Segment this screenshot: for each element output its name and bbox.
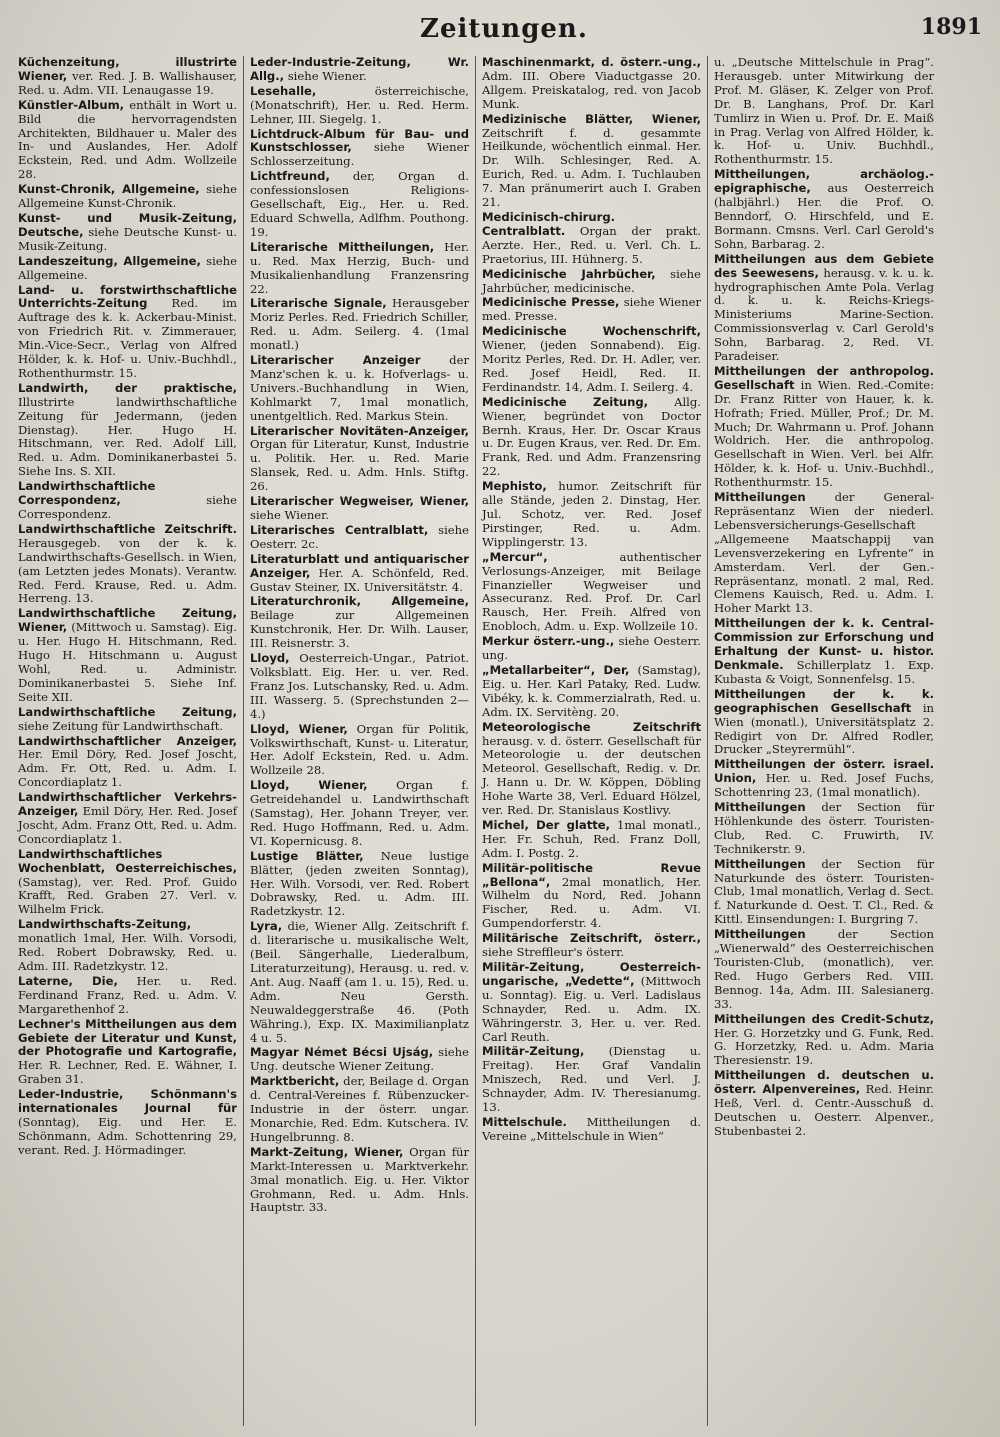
entry-headword: Literarischer Wegweiser, Wiener, — [250, 494, 469, 509]
directory-entry — [714, 688, 934, 758]
entry-headword: „Mercur“, — [482, 549, 548, 564]
entry-text: Her. u. Red. Max Herzig, Buch- und Musikalienhandlung Franzensring 22. — [250, 239, 469, 296]
directory-entry — [482, 819, 701, 861]
directory-entry — [714, 1069, 934, 1139]
directory-entry — [482, 211, 701, 267]
entry-headword: Militär-politische Revue „Bellona“, — [482, 860, 701, 889]
entry-text: der Section „Wienerwald“ des Oesterreichischen Touristen-Club, (monatlich), ver. Red. Hugo Gerbers Red. VIII. Bennog. 14a, Adm. III. Salesianerg. 33. — [714, 927, 934, 1011]
entry-text: in Wien. Red.-Comite: Dr. Franz Ritter von Hauer, k. k. Hofrath; Fried. Müller, Prof.; Dr. M. Much; Dr. Wahrmann u. Prof. Johann Woldrich. Her. die anthropolog. Gesellschaft in Wien. Verl. bei Alfr. Hölder, k. k. Hof- u. Univ.-Buchhdl., Rothenthurmstr. 15. — [714, 377, 934, 490]
entry-headword: Medizinische Blätter, Wiener, — [482, 111, 701, 126]
directory-entry — [250, 652, 469, 722]
entry-text: siehe Allgemeine. — [18, 253, 237, 282]
column-3 — [476, 56, 708, 1426]
entry-text: der Section für Naturkunde des österr. Touristen-Club, 1mal monatlich, Verlag d. Sect. f. Naturkunde d. Oest. T. Cl., Red. & Kittl. Einsendungen: I. Burgring 7. — [714, 856, 934, 927]
column-1 — [12, 56, 244, 1426]
entry-headword: Marktbericht, — [250, 1074, 340, 1089]
entry-headword: Mittheilungen d. deutschen u. österr. Alpenvereines, — [714, 1068, 934, 1097]
entry-text: Illustrirte landwirthschaftliche Zeitung für Jedermann, (jeden Dienstag). Her. Hugo H. Hitschmann, ver. Red. Adolf Lill, Red. u. Adm. Dominikanerbastei 5. Siehe Ins. S. XII. — [18, 394, 237, 479]
entry-text: siehe Oesterr. ung. — [482, 634, 701, 663]
directory-entry — [714, 56, 934, 167]
directory-entry — [18, 523, 237, 606]
entry-headword: Land- u. forstwirthschaftliche Unterrichts-Zeitung — [18, 282, 237, 311]
entry-headword: Landwirthschaftliches Wochenblatt, Oesterreichisches, — [18, 846, 237, 875]
entry-headword: Lesehalle, — [250, 83, 317, 98]
entry-headword: Landwirthschaftlicher Verkehrs-Anzeiger, — [18, 790, 237, 819]
directory-entry — [714, 801, 934, 857]
directory-entry — [714, 365, 934, 490]
entry-headword: Landwirth, der praktische, — [18, 380, 237, 395]
directory-entry — [250, 850, 469, 920]
text-columns — [12, 56, 942, 1426]
directory-entry — [18, 848, 237, 918]
directory-entry — [250, 723, 469, 779]
entry-headword: Militär-Zeitung, — [482, 1044, 585, 1059]
entry-headword: Medicinische Zeitung, — [482, 394, 649, 409]
directory-entry — [714, 758, 934, 800]
entry-headword: Lichtdruck-Album für Bau- und Kunstschlosser, — [250, 126, 469, 155]
entry-text: Her. u. Red. Josef Fuchs, Schottenring 23, (1mal monatlich). — [714, 771, 934, 800]
entry-text: herausg. v. d. österr. Gesellschaft für Meteorologie u. der deutschen Meteorol. Gesellschaft, Redig. v. Dr. J. Hann u. Dr. W. Köppen, Döbling Hohe Warte 38, Verl. Eduard Hölzel, ver. Red. Dr. Stanislaus Kostlivy. — [482, 733, 701, 818]
entry-headword: Leder-Industrie, Schönmann's internationales Journal für — [18, 1087, 237, 1116]
entry-headword: Mittheilungen — [714, 856, 806, 871]
directory-entry — [714, 1013, 934, 1069]
entry-headword: Lloyd, — [250, 651, 290, 666]
directory-entry — [18, 255, 237, 283]
directory-entry — [250, 425, 469, 495]
entry-headword: Mittheilungen — [714, 490, 806, 505]
entry-text: die, Wiener Allg. Zeitschrift f. d. literarische u. musikalische Welt, (Beil. Sängerhalle, Liederalbum, Literaturzeitung), Herausg. u. red. v. Ant. Aug. Naaff (am 1. u. 15), Red. u. Adm. Neu Gersth. Neuwaldeggerstraße 46. (Poth Währing.), Exp. IX. Maximilianplatz 4 u. 5. — [250, 919, 469, 1045]
directory-entry — [18, 99, 237, 182]
entry-headword: Meteorologische Zeitschrift — [482, 719, 701, 734]
entry-headword: Literarischer Anzeiger — [250, 353, 421, 368]
directory-entry — [714, 858, 934, 928]
entry-text: Herausgegeb. von der k. k. Landwirthschafts-Gesellsch. in Wien, (am Letzten jedes Monats). Verantw. Red. Ferd. Krause, Red. u. Adm. Herreng. 13. — [18, 535, 237, 606]
entry-headword: Leder-Industrie-Zeitung, Wr. Allg., — [250, 56, 469, 83]
directory-entry — [18, 706, 237, 734]
directory-entry — [18, 975, 237, 1017]
entry-headword: Militär-Zeitung, Oesterreich-ungarische, „Vedette“, — [482, 960, 701, 988]
entry-text: Organ für Literatur, Kunst, Industrie u. Politik. Her. u. Red. Marie Slansek, Red. u. Adm. Hnls. Stiftg. 26. — [250, 437, 469, 494]
entry-text: siehe Wiener Schlosserzeitung. — [250, 140, 469, 169]
directory-entry — [18, 1088, 237, 1158]
running-title: Zeitungen. — [420, 14, 588, 44]
entry-text: Neue lustige Blätter, (jeden zweiten Sonntag), Her. Wilh. Vorsodi, ver. Red. Robert Dobrawsky, Red. u. Adm. III. Radetzkystr. 12. — [250, 848, 469, 919]
directory-entry — [482, 480, 701, 550]
entry-text: herausg. v. k. u. k. hydrographischen Amte Pola. Verlag d. k. u. k. Reichs-Kriegs-Ministeriums Marine-Section. Commissionsverlag v. Carl Gerold's Sohn, Barbarag. 2, Red. VI. Paradeiser. — [714, 265, 934, 364]
directory-entry — [482, 113, 701, 210]
entry-text: siehe Oesterr. 2c. — [250, 522, 469, 551]
entry-text: Herausgeber Moriz Perles. Red. Friedrich Schiller, Red. u. Adm. Seilerg. 4. (1mal monatl.) — [250, 296, 470, 353]
entry-text: in Wien (monatl.), Universitätsplatz 2. Redigirt von Dr. Alfred Rodler, Drucker „Steyrermühl“. — [714, 700, 934, 757]
entry-headword: Literarische Mittheilungen, — [250, 239, 435, 254]
entry-text: siehe Zeitung für Landwirthschaft. — [18, 718, 224, 733]
entry-headword: Literarischer Novitäten-Anzeiger, — [250, 423, 469, 438]
page-header — [0, 14, 1000, 54]
entry-text: Allg. Wiener, begründet von Doctor Bernh. Kraus, Her. Dr. Oscar Kraus u. Dr. Eugen Kraus, ver. Red. Dr. Em. Frank, Red. und Adm. Franzensring 22. — [482, 394, 701, 479]
entry-text: siehe Deutsche Kunst- u. Musik-Zeitung. — [18, 224, 237, 253]
entry-text: Schillerplatz 1. Exp. Kubasta & Voigt, Sonnenfelsg. 15. — [714, 657, 934, 686]
entry-text: Organ für Politik, Volkswirthschaft, Kunst- u. Literatur, Her. Adolf Eckstein, Red. u. Adm. Wollzeile 28. — [250, 721, 469, 778]
entry-headword: Landwirthschaftliche Zeitung, — [18, 704, 237, 719]
entry-headword: Mittheilungen der k. k. geographischen Gesellschaft — [714, 686, 934, 715]
directory-entry — [250, 553, 469, 595]
entry-text: Emil Döry, Her. Red. Josef Joscht, Adm. Franz Ott, Red. u. Adm. Concordiaplatz 1. — [18, 804, 237, 846]
directory-entry — [482, 325, 701, 395]
entry-headword: Landwirthschaftliche Correspondenz, — [18, 479, 156, 508]
entry-headword: Kunst-Chronik, Allgemeine, — [18, 182, 200, 197]
entry-text: der General-Repräsentanz Wien der niederl. Lebensversicherungs-Gesellschaft „Allgemeene Maatschappij van Levensverzekering en Lyfrente“ in Amsterdam. Verl. der Gen.-Repräsentanz, monatl. 2 mal, Red. Clemens Kauisch, Red. u. Adm. I. Hoher Markt 13. — [714, 490, 934, 616]
entry-text: Her. R. Lechner, Red. E. Wähner, I. Graben 31. — [18, 1058, 237, 1087]
entry-text: (Mittwoch u. Sonntag). Eig. u. Verl. Ladislaus Schnayder, Red. u. Adm. IX. Währingerstr. 3, Her. u. ver. Red. Carl Reuth. — [482, 973, 701, 1044]
entry-headword: Künstler-Album, — [18, 97, 125, 112]
entry-text: 2mal monatlich, Her. Wilhelm du Nord, Red. Johann Fischer, Red. u. Adm. VI. Gumpendorferstr. 4. — [482, 874, 701, 931]
directory-entry — [250, 779, 469, 849]
directory-entry — [250, 56, 469, 84]
directory-entry — [18, 284, 237, 381]
entry-text: (Dienstag u. Freitag). Her. Graf Vandalin Mniszech, Red. und Verl. J. Schnayder, Adm. IV. Theresianumg. 13. — [482, 1044, 701, 1115]
entry-headword: Markt-Zeitung, Wiener, — [250, 1144, 404, 1159]
entry-text: Oesterreich-Ungar., Patriot. Volksblatt. Eig. Her. u. ver. Red. Franz Jos. Lutschansky, Red. u. Adm. III. Wasserg. 5. (Sprechstunden 2—4.) — [250, 651, 469, 721]
entry-headword: Medicinische Wochenschrift, — [482, 324, 701, 339]
entry-text: humor. Zeitschrift für alle Stände, jeden 2. Dinstag, Her. Jul. Schotz, ver. Red. Josef Pirstinger, Red. u. Adm. Wipplingerstr. 13. — [482, 479, 701, 549]
entry-text: siehe Wiener med. Presse. — [482, 295, 701, 324]
entry-headword: Mittheilungen — [714, 800, 806, 815]
directory-entry — [482, 721, 701, 818]
directory-entry — [482, 961, 701, 1044]
directory-entry — [250, 524, 469, 552]
directory-entry — [482, 1045, 701, 1115]
entry-text: Adm. III. Obere Viaductgasse 20. Allgem. Preiskatalog, red. von Jacob Munk. — [482, 68, 701, 111]
directory-entry — [714, 617, 934, 687]
entry-headword: Literaturblatt und antiquarischer Anzeiger, — [250, 551, 469, 580]
directory-entry — [18, 1018, 237, 1088]
entry-text: u. „Deutsche Mittelschule in Prag“. Herausgeb. unter Mitwirkung der Prof. M. Gläser, K. Zelger von Prof. Dr. B. Langhans, Prof. Dr. Karl Tumlirz in Wien u. Prof. Dr. E. Maiß in Prag. Verlag von Alfred Hölder, k. k. Hof- u. Univ. Buchhdl., Rothenthurmstr. 15. — [714, 56, 934, 167]
directory-entry — [482, 268, 701, 296]
page-number: 1891 — [920, 14, 982, 40]
directory-entry — [250, 1146, 469, 1216]
entry-headword: Magyar Német Bécsi Ujság, — [250, 1045, 434, 1060]
entry-headword: Mittheilungen aus dem Gebiete des Seewesens, — [714, 251, 934, 280]
entry-headword: Küchenzeitung, illustrirte Wiener, — [18, 56, 237, 83]
entry-headword: Medicinische Jahrbücher, — [482, 266, 656, 281]
entry-headword: Landeszeitung, Allgemeine, — [18, 253, 201, 268]
directory-entry — [250, 920, 469, 1045]
directory-entry — [482, 551, 701, 634]
entry-headword: Maschinenmarkt, d. österr.-ung., — [482, 56, 701, 69]
entry-headword: Michel, Der glatte, — [482, 817, 611, 832]
entry-text: siehe Correspondenz. — [18, 493, 237, 521]
entry-text: siehe Allgemeine Kunst-Chronik. — [18, 182, 237, 211]
entry-text: (Samstag), ver. Red. Prof. Guido Krafft, Red. Graben 27. Verl. v. Wilhelm Frick. — [18, 874, 237, 917]
entry-text: (Samstag), Eig. u. Her. Karl Pataky, Red. Ludw. Vibéky, k. k. Commerzialrath, Red. u. Adm. IX. Servitèng. 20. — [482, 662, 701, 719]
directory-entry — [250, 85, 469, 127]
entry-text: (Mittwoch u. Samstag). Eig. u. Her. Hugo H. Hitschmann, Red. Hugo H. Hitschmann u. August Wohl, Red. u. Administr. Dominikanerbastei 5. Siehe Inf. Seite XII. — [18, 620, 237, 704]
entry-headword: Laterne, Die, — [18, 973, 118, 988]
directory-entry — [18, 735, 237, 791]
entry-headword: Mittelschule. — [482, 1114, 567, 1129]
entry-headword: Mittheilungen, archäolog.-epigraphische, — [714, 167, 934, 196]
entry-headword: Literarisches Centralblatt, — [250, 522, 429, 537]
directory-entry — [482, 396, 701, 479]
directory-entry — [250, 170, 469, 240]
entry-text: Wiener, (jeden Sonnabend). Eig. Moritz Perles, Red. Dr. H. Adler, ver. Red. Josef Heidl, Red. II. Ferdinandstr. 14, Adm. I. Seilerg. 4. — [482, 338, 701, 394]
entry-headword: Mittheilungen der österr. israel. Union, — [714, 757, 934, 786]
entry-headword: Mittheilungen — [714, 927, 806, 942]
entry-headword: Mephisto, — [482, 479, 547, 494]
entry-headword: Medicinische Presse, — [482, 295, 620, 310]
directory-entry — [250, 1046, 469, 1074]
entry-headword: Merkur österr.-ung., — [482, 634, 615, 649]
entry-text: Her. G. Horzetzky und G. Funk, Red. G. Horzetzky, Red. u. Adm. Maria Theresienstr. 19. — [714, 1025, 934, 1068]
entry-headword: Militärische Zeitschrift, österr., — [482, 931, 701, 946]
directory-entry — [714, 253, 934, 364]
entry-text: Zeitschrift f. d. gesammte Heilkunde, wöchentlich einmal. Her. Dr. Wilh. Schlesinger, Red. A. Eurich, Red. u. Adm. I. Tuchlauben 7. Man pränumerirt auch I. Graben 21. — [482, 125, 701, 210]
entry-text: Organ f. Getreidehandel u. Landwirthschaft (Samstag), Her. Johann Treyer, ver. Red. Hugo Hoffmann, Red. u. Adm. VI. Kopernicusg. 8. — [250, 778, 469, 848]
directory-entry — [18, 56, 237, 98]
entry-headword: Lustige Blätter, — [250, 848, 364, 863]
directory-entry — [250, 128, 469, 170]
directory-entry — [482, 635, 701, 663]
column-2 — [244, 56, 476, 1426]
directory-entry — [18, 918, 237, 974]
directory-entry — [250, 595, 469, 651]
entry-text: aus Oesterreich (halbjährl.) Her. die Prof. O. Benndorf, O. Hirschfeld, und E. Bormann. Cmsns. Verl. Carl Gerold's Sohn, Barbarag. 2. — [714, 181, 934, 251]
entry-headword: Lyra, — [250, 919, 283, 934]
entry-text: siehe Ung. deutsche Wiener Zeitung. — [250, 1045, 469, 1074]
directory-entry — [714, 928, 934, 1011]
entry-text: Red. Heinr. Heß, Verl. d. Centr.-Ausschuß d. Deutschen u. Oesterr. Alpenver., Stubenbastei 2. — [714, 1082, 934, 1138]
entry-headword: Landwirthschaftlicher Anzeiger, — [18, 733, 237, 748]
entry-text: der, Organ d. confessionslosen Religions-Gesellschaft, Eig., Her. u. Red. Eduard Schwella, Adlfhm. Pouthong. 19. — [250, 169, 469, 239]
entry-text: siehe Wiener. — [284, 68, 367, 83]
directory-entry — [482, 1116, 701, 1144]
entry-text: österreichische, (Monatschrift), Her. u. Red. Herm. Lehner, III. Siegelg. 1. — [250, 83, 469, 126]
entry-text: Beilage zur Allgemeinen Kunstchronik, Her. Dr. Wilh. Lauser, III. Reisnerstr. 3. — [250, 608, 469, 651]
entry-headword: Literaturchronik, Allgemeine, — [250, 594, 469, 609]
entry-text: siehe Jahrbücher, medicinische. — [482, 266, 701, 295]
entry-text: monatlich 1mal, Her. Wilh. Vorsodi, Red. Robert Dobrawsky, Red. u. Adm. III. Radetzkystr. 12. — [18, 931, 237, 973]
entry-text: Organ für Markt-Interessen u. Marktverkehr. 3mal monatlich. Eig. u. Her. Viktor Grohmann, Red. u. Adm. Hnls. Hauptstr. 33. — [250, 1144, 469, 1215]
entry-text: Her. Emil Döry, Red. Josef Joscht, Adm. Fr. Ott, Red. u. Adm. I. Concordiaplatz 1. — [18, 747, 237, 790]
entry-headword: Mittheilungen der k. k. Central-Commission zur Erforschung und Erhaltung der Kunst- u. histor. Denkmale. — [714, 616, 934, 672]
entry-headword: Literarische Signale, — [250, 296, 387, 311]
entry-text: (Sonntag), Eig. und Her. E. Schönmann, Adm. Schottenring 29, verant. Red. J. Hörmadinger. — [18, 1114, 237, 1157]
entry-headword: Landwirthschaftliche Zeitung, Wiener, — [18, 606, 237, 635]
entry-headword: Mittheilungen der anthropolog. Gesellschaft — [714, 363, 934, 392]
directory-entry — [250, 354, 469, 424]
directory-entry — [18, 212, 237, 254]
entry-text: Her. u. Red. Ferdinand Franz, Red. u. Adm. V. Margarethenhof 2. — [18, 973, 237, 1016]
entry-headword: Lloyd, Wiener, — [250, 778, 368, 793]
entry-text: siehe Streffleur's österr. — [482, 945, 625, 960]
directory-entry — [482, 56, 701, 112]
directory-entry — [714, 168, 934, 251]
directory-entry — [18, 183, 237, 211]
entry-headword: Landwirthschafts-Zeitung, — [18, 917, 192, 932]
entry-text: Red. im Auftrage des k. k. Ackerbau-Minist. von Friedrich Rit. v. Zimmerauer, Min.-Vice-Secr., Verlag von Alfred Hölder, k. k. Hof- u. Univ.-Buchhdl., Rothenthurmstr. 15. — [18, 296, 237, 380]
entry-headword: Medicinisch-chirurg. Centralblatt. — [482, 209, 616, 238]
entry-text: ver. Red. J. B. Wallishauser, Red. u. Adm. VII. Lenaugasse 19. — [18, 68, 237, 97]
directory-entry — [18, 480, 237, 522]
entry-text: authentischer Verlosungs-Anzeiger, mit Beilage Finanzieller Wegweiser und Assecuranz. Red. Prof. Dr. Carl Rausch, Her. Freih. Alfred von Enobloch, Adm. u. Exp. Wollzeile 10. — [482, 549, 701, 634]
directory-entry — [250, 495, 469, 523]
entry-text: der Section für Höhlenkunde des österr. Touristen-Club, Red. C. Fruwirth, IV. Technikerstr. 9. — [714, 800, 934, 856]
entry-text: Her. A. Schönfeld, Red. Gustav Steiner, IX. Universitätstr. 4. — [250, 565, 469, 594]
entry-text: Mittheilungen d. Vereine „Mittelschule in Wien“ — [482, 1114, 701, 1143]
directory-entry — [482, 296, 701, 324]
entry-headword: Lloyd, Wiener, — [250, 721, 348, 736]
directory-entry — [482, 664, 701, 720]
entry-text: siehe Wiener. — [250, 508, 330, 522]
entry-headword: Landwirthschaftliche Zeitschrift. — [18, 521, 237, 536]
entry-text: Organ der prakt. Aerzte. Her., Red. u. Verl. Ch. L. Praetorius, III. Hühnerg. 5. — [482, 223, 701, 266]
directory-entry — [18, 791, 237, 847]
entry-text: enthält in Wort u. Bild die hervorragendsten Architekten, Bildhauer u. Maler des In- und Auslandes, Her. Adolf Eckstein, Red. und Adm. Wollzeile 28. — [18, 97, 237, 182]
directory-entry — [18, 382, 237, 479]
directory-entry — [250, 297, 469, 353]
entry-headword: „Metallarbeiter“, Der, — [482, 662, 630, 677]
entry-headword: Lichtfreund, — [250, 169, 330, 184]
directory-entry — [482, 862, 701, 932]
entry-headword: Mittheilungen des Credit-Schutz, — [714, 1011, 934, 1026]
entry-headword: Lechner's Mittheilungen aus dem Gebiete der Literatur und Kunst, der Photografie und Kartografie, — [18, 1016, 237, 1059]
entry-text: der, Beilage d. Organ d. Central-Vereines f. Rübenzucker-Industrie in der österr. ungar. Monarchie, Red. Edm. Kutschera. IV. Hungelbrunng. 8. — [250, 1074, 469, 1144]
directory-entry — [18, 607, 237, 704]
entry-text: 1mal monatl., Her. Fr. Schuh, Red. Franz Doll, Adm. I. Postg. 2. — [482, 817, 701, 860]
directory-entry — [714, 491, 934, 616]
directory-entry — [250, 1075, 469, 1145]
directory-entry — [250, 241, 469, 297]
directory-entry — [482, 932, 701, 960]
column-4 — [708, 56, 940, 1426]
entry-headword: Kunst- und Musik-Zeitung, Deutsche, — [18, 210, 237, 239]
entry-text: der Manz'schen k. u. k. Hofverlags- u. Univers.-Buchhandlung in Wien, Kohlmarkt 7, 1mal monatlich, unentgeltlich. Red. Markus Stein. — [250, 353, 469, 423]
